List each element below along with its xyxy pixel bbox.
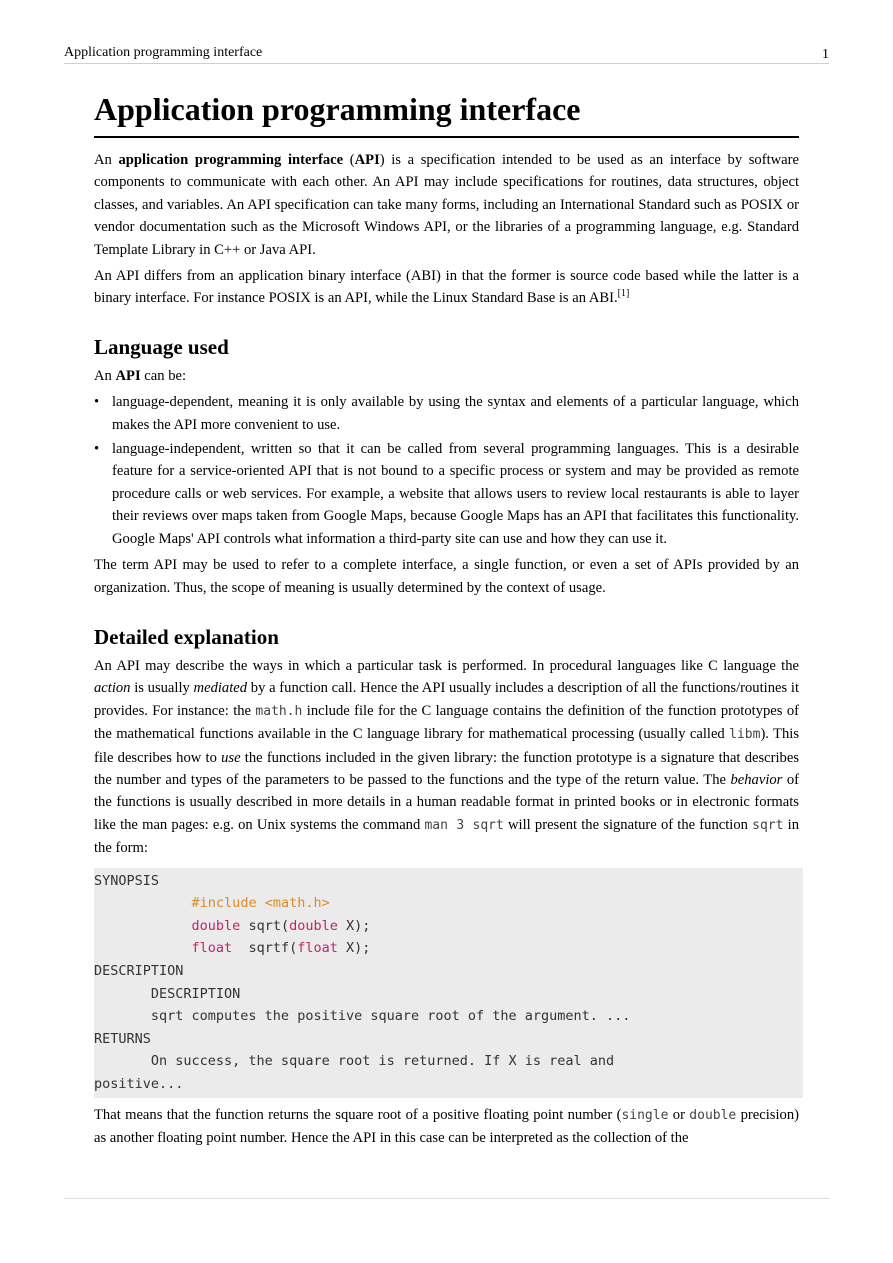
list-item: • language-dependent, meaning it is only available by using the syntax and elements of a particular language, which makes the API more convenient to use.	[94, 391, 799, 436]
language-list	[94, 391, 799, 550]
text: That means that the function returns the square root of a positive floating point number (	[94, 1106, 622, 1123]
inline-code: math.h	[255, 703, 303, 719]
section-heading-language-used: Language used	[94, 334, 229, 359]
after-code-paragraph	[94, 1104, 799, 1150]
text: (	[343, 152, 355, 168]
code-text: X);	[337, 917, 371, 934]
page-number: 1	[822, 47, 829, 62]
text: An	[94, 152, 119, 168]
code-keyword: double	[191, 917, 241, 934]
text: the functions included in the given library: the function prototype is a signature that describes the number and types of the parameters to be passed to the functions and the type of the return value. The	[94, 749, 799, 788]
code-indent	[94, 895, 192, 911]
code-block	[94, 868, 803, 1098]
text: by a function call. Hence the API usually includes a description of all the functions/routines it provides. For instance: the	[94, 680, 799, 719]
italic-term: use	[221, 749, 241, 766]
text: in the form:	[94, 816, 799, 857]
text: An	[94, 367, 116, 384]
text: will present the signature of the function	[503, 816, 753, 833]
section1-closing: The term API may be used to refer to a complete interface, a single function, or even a set of APIs provided by an organization. Thus, the scope of meaning is usually determined by the context of usage.	[94, 557, 799, 596]
bold-term: API	[115, 367, 141, 384]
article-title: Application programming interface	[94, 90, 799, 138]
running-title: Application programming interface	[64, 45, 263, 60]
code-text: sqrtf(	[232, 940, 298, 957]
intro-paragraph-1	[94, 149, 799, 261]
inline-code: sqrt	[752, 817, 784, 833]
text: ). This file describes how to	[94, 726, 800, 766]
code-line: #include <math.h>	[191, 895, 330, 912]
code-line: RETURNS	[94, 1030, 151, 1047]
article-body	[94, 90, 799, 1149]
code-line: SYNOPSIS	[94, 872, 160, 889]
inline-code: double	[689, 1107, 737, 1123]
text: precision) as another floating point number. Hence the API in this case can be interpreted as the collection of the	[94, 1106, 799, 1146]
text: ) is a specification intended to be used as an interface by software components to communicate with each other. An API may include specifications for routines, data structures, object classes, and variables. An API specification can take many forms, including an International Standard such as POSIX or vendor documentation such as the Microsoft Windows API, or the libraries of a programming language, e.g. Standard Template Library in C++ or Java API.	[94, 152, 799, 258]
bold-term: application programming interface	[118, 152, 344, 168]
inline-code: man 3 sqrt	[424, 817, 504, 833]
italic-term: behavior	[730, 771, 783, 788]
code-keyword: float	[191, 940, 233, 957]
section2-paragraph	[94, 655, 799, 860]
text: is usually	[130, 680, 194, 697]
page-footer-rule	[64, 1198, 829, 1199]
text: or	[668, 1106, 690, 1123]
code-keyword: double	[289, 917, 338, 934]
bold-term: API	[354, 152, 380, 168]
list-item: • language-independent, written so that it can be called from several programming languages. This is a desirable feature for a service-oriented API that is not bound to a specific process or system and may be provided as remote procedure calls or web services. For example, a website that allows users to review local restaurants is able to layer their reviews over maps taken from Google Maps, because Google Maps has an API that facilitates this functionality. Google Maps' API controls what information a third-party site can use and how they can use it.	[94, 438, 799, 550]
text: include file for the C language contains the definition of the function prototypes of the mathematical functions available in the C language library for mathematical processing (usually called	[94, 702, 799, 743]
page-header	[64, 45, 829, 64]
code-indent	[94, 918, 192, 934]
code-text: X);	[337, 940, 371, 957]
code-indent	[94, 940, 192, 956]
code-line: DESCRIPTION	[94, 962, 184, 979]
code-line: positive...	[94, 1075, 184, 1092]
text: An API differs from an application binary interface (ABI) in that the former is source code based while the latter is a binary interface. For instance POSIX is an API, while the Linux Standard Base is an ABI.	[94, 268, 799, 307]
code-line: DESCRIPTION	[94, 985, 241, 1002]
text: can be:	[140, 367, 187, 384]
section-heading-detailed-explanation: Detailed explanation	[94, 624, 279, 649]
code-line: sqrt computes the positive square root of the argument. ...	[94, 1008, 631, 1025]
text: An API may describe the ways in which a particular task is performed. In procedural languages like C language the	[94, 657, 799, 674]
reference-link[interactable]: [1]	[617, 288, 630, 300]
inline-code: single	[621, 1107, 669, 1123]
code-line: On success, the square root is returned. If X is real and	[94, 1053, 615, 1070]
text: of the functions is usually described in more details in a human readable format in printed books or in electronic formats like the man pages: e.g. on Unix systems the command	[94, 771, 799, 833]
code-text: sqrt(	[240, 917, 290, 934]
inline-code: libm	[729, 727, 761, 743]
code-keyword: float	[297, 940, 338, 957]
intro-paragraph-2	[94, 265, 799, 310]
section1-lead	[94, 365, 799, 387]
italic-term: mediated	[193, 680, 248, 697]
italic-term: action	[94, 680, 131, 697]
